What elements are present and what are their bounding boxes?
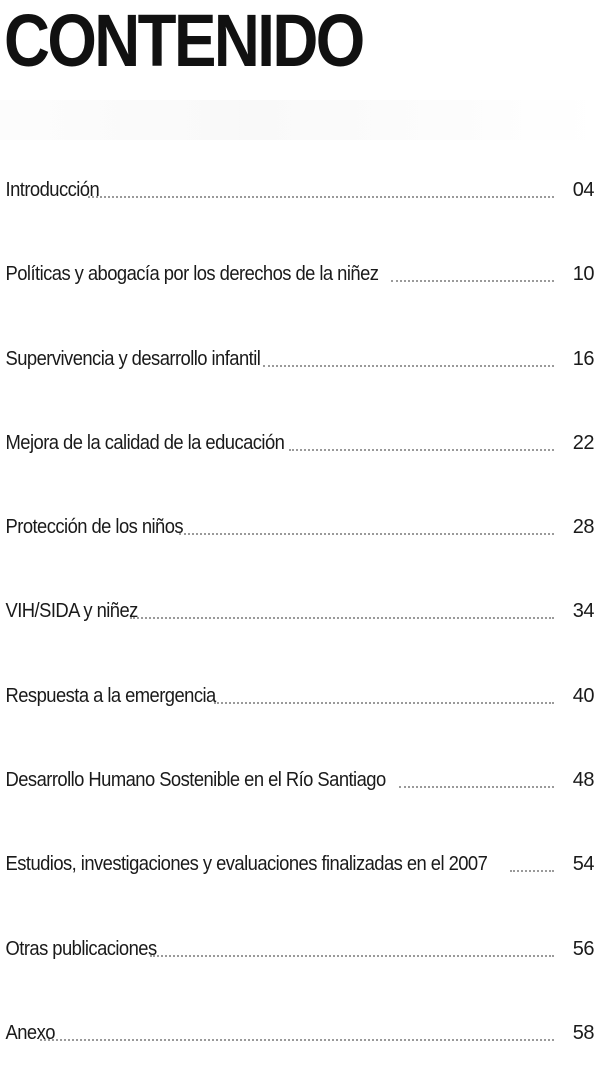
leader-dots — [40, 1038, 554, 1041]
toc-entry-estudios[interactable] — [0, 836, 600, 876]
toc-entry-label: Mejora de la calidad de la educación — [5, 431, 285, 454]
toc-entry-page-number: 56 — [572, 937, 594, 960]
toc-entry-supervivencia[interactable] — [0, 331, 600, 371]
page-title: CONTENIDO — [4, 0, 363, 82]
toc-entry-label: Introducción — [5, 179, 100, 201]
toc-entry-label: VIH/SIDA y niñez — [5, 600, 138, 623]
toc-entry-page-number: 40 — [572, 684, 594, 707]
toc-entry-page-number: 54 — [572, 853, 594, 876]
table-of-contents — [0, 162, 600, 1089]
toc-entry-politicas[interactable] — [0, 246, 600, 286]
toc-entry-label: Políticas y abogacía por los derechos de la niñez — [5, 263, 379, 286]
toc-entry-page-number: 58 — [572, 1021, 594, 1044]
leader-dots — [150, 954, 554, 957]
toc-entry-page-number: 10 — [572, 263, 594, 286]
leader-dots — [391, 279, 554, 282]
toc-entry-page-number: 48 — [572, 769, 594, 792]
leader-dots — [130, 616, 554, 619]
toc-entry-label: Estudios, investigaciones y evaluaciones finalizadas en el 2007 — [5, 853, 488, 876]
toc-entry-anexo[interactable] — [0, 1005, 600, 1045]
toc-entry-introduccion[interactable] — [0, 162, 600, 202]
toc-entry-vih-sida[interactable] — [0, 583, 600, 623]
toc-entry-label: Respuesta a la emergencia — [5, 684, 216, 707]
faded-background-band — [0, 100, 600, 140]
toc-entry-rio-santiago[interactable] — [0, 752, 600, 792]
leader-dots — [263, 364, 554, 367]
toc-entry-label: Desarrollo Humano Sostenible en el Río Santiago — [5, 769, 386, 792]
toc-entry-emergencia[interactable] — [0, 668, 600, 708]
leader-dots — [289, 448, 554, 451]
toc-entry-page-number: 22 — [572, 431, 594, 454]
toc-entry-label: Supervivencia y desarrollo infantil — [5, 347, 261, 370]
toc-entry-page-number: 04 — [572, 179, 594, 201]
leader-dots — [399, 785, 554, 788]
toc-entry-proteccion[interactable] — [0, 499, 600, 539]
leader-dots — [88, 195, 554, 198]
toc-entry-educacion[interactable] — [0, 415, 600, 455]
toc-entry-page-number: 34 — [572, 600, 594, 623]
leader-dots — [510, 869, 554, 872]
toc-entry-page-number: 16 — [572, 347, 594, 370]
toc-entry-label: Protección de los niños — [5, 516, 184, 539]
toc-entry-label: Otras publicaciones — [5, 937, 157, 960]
toc-entry-label: Anexo — [5, 1021, 55, 1044]
toc-entry-publicaciones[interactable] — [0, 921, 600, 961]
toc-entry-page-number: 28 — [572, 516, 594, 539]
leader-dots — [179, 532, 554, 535]
leader-dots — [214, 701, 554, 704]
